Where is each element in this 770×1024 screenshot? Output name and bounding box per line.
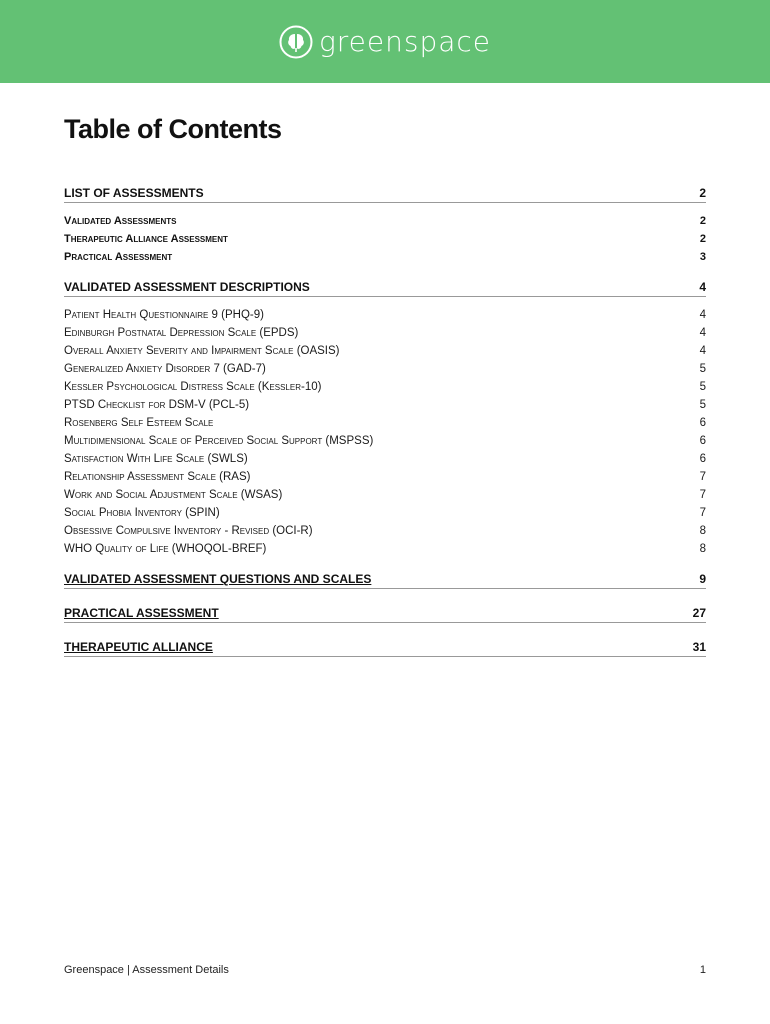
toc-page-number: 3: [699, 251, 706, 263]
brain-logo-icon: [279, 25, 313, 59]
toc-entry-label: Edinburgh Postnatal Depression Scale (EPDS): [64, 327, 299, 339]
toc-section-label: VALIDATED ASSESSMENT QUESTIONS AND SCALES: [64, 572, 372, 586]
footer-label: Greenspace | Assessment Details: [64, 964, 229, 976]
toc-section-practical[interactable]: [64, 605, 706, 623]
toc-entry-label: Obsessive Compulsive Inventory - Revised (OCI-R): [64, 525, 313, 537]
toc-entry[interactable]: [64, 396, 706, 414]
toc-section-label: THERAPEUTIC ALLIANCE: [64, 640, 213, 654]
toc-page-number: 31: [692, 640, 706, 654]
toc-entry-label: Overall Anxiety Severity and Impairment Scale (OASIS): [64, 345, 340, 357]
toc-entry[interactable]: [64, 450, 706, 468]
toc-page-number: 6: [699, 435, 706, 447]
toc-page-number: 5: [699, 363, 706, 375]
page-title: Table of Contents: [64, 114, 282, 144]
toc-entry[interactable]: [64, 230, 706, 248]
toc-entry-label: Rosenberg Self Esteem Scale: [64, 417, 214, 429]
toc-page-number: 7: [699, 471, 706, 483]
toc-page-number: 7: [699, 507, 706, 519]
toc-entry[interactable]: [64, 212, 706, 230]
toc-entry-label: Satisfaction With Life Scale (SWLS): [64, 453, 248, 465]
toc-entry[interactable]: [64, 248, 706, 266]
toc-page-number: 5: [699, 399, 706, 411]
toc-entry-label: Work and Social Adjustment Scale (WSAS): [64, 489, 283, 501]
toc-page-number: 4: [699, 327, 706, 339]
toc-entry[interactable]: [64, 432, 706, 450]
toc-entry[interactable]: [64, 504, 706, 522]
toc-page-number: 27: [692, 606, 706, 620]
toc-entry[interactable]: [64, 378, 706, 396]
toc-page-number: 2: [699, 233, 706, 245]
toc-entry-label: Social Phobia Inventory (SPIN): [64, 507, 220, 519]
brand-name: greenspace: [318, 25, 492, 58]
toc-section-label: VALIDATED ASSESSMENT DESCRIPTIONS: [64, 280, 310, 294]
toc-entry[interactable]: [64, 468, 706, 486]
toc-section-questions-and-scales[interactable]: [64, 571, 706, 589]
toc-page-number: 6: [699, 453, 706, 465]
toc-page-number: 9: [699, 572, 706, 586]
toc-entry[interactable]: [64, 360, 706, 378]
toc-entry-label: PTSD Checklist for DSM-V (PCL-5): [64, 399, 250, 411]
toc-entry[interactable]: [64, 540, 706, 558]
toc-page-number: 8: [699, 525, 706, 537]
toc-entry-label: Therapeutic Alliance Assessment: [64, 233, 228, 245]
toc-entry[interactable]: [64, 324, 706, 342]
toc-section-therapeutic[interactable]: [64, 639, 706, 657]
table-of-contents: [64, 185, 706, 657]
toc-entry[interactable]: [64, 342, 706, 360]
toc-section-label: LIST OF ASSESSMENTS: [64, 186, 204, 200]
toc-page-number: 8: [699, 543, 706, 555]
toc-page-number: 6: [699, 417, 706, 429]
toc-section-list-of-assessments[interactable]: [64, 185, 706, 203]
toc-entry-label: Patient Health Questionnaire 9 (PHQ-9): [64, 309, 264, 321]
toc-page-number: 2: [699, 215, 706, 227]
toc-page-number: 4: [699, 345, 706, 357]
page-footer: [64, 964, 706, 976]
toc-entry-label: Validated Assessments: [64, 215, 177, 227]
toc-entry-label: Practical Assessment: [64, 251, 173, 263]
toc-description-list: [64, 306, 706, 558]
header-bar: [0, 0, 770, 83]
toc-page-number: 2: [699, 186, 706, 200]
toc-entry-label: Relationship Assessment Scale (RAS): [64, 471, 251, 483]
toc-entry[interactable]: [64, 486, 706, 504]
toc-page-number: 4: [699, 309, 706, 321]
toc-page-number: 4: [699, 280, 706, 294]
toc-entry-label: WHO Quality of Life (WHOQOL-BREF): [64, 543, 267, 555]
footer-page-number: 1: [699, 964, 706, 976]
toc-page-number: 5: [699, 381, 706, 393]
toc-entry[interactable]: [64, 306, 706, 324]
toc-entry-label: Kessler Psychological Distress Scale (Kessler-10): [64, 381, 322, 393]
toc-entry-label: Generalized Anxiety Disorder 7 (GAD-7): [64, 363, 266, 375]
toc-entry-label: Multidimensional Scale of Perceived Social Support (MSPSS): [64, 435, 374, 447]
toc-entry[interactable]: [64, 414, 706, 432]
toc-section-descriptions[interactable]: [64, 279, 706, 297]
greenspace-logo: [279, 25, 491, 59]
toc-section-label: PRACTICAL ASSESSMENT: [64, 606, 219, 620]
toc-page-number: 7: [699, 489, 706, 501]
toc-entry[interactable]: [64, 522, 706, 540]
